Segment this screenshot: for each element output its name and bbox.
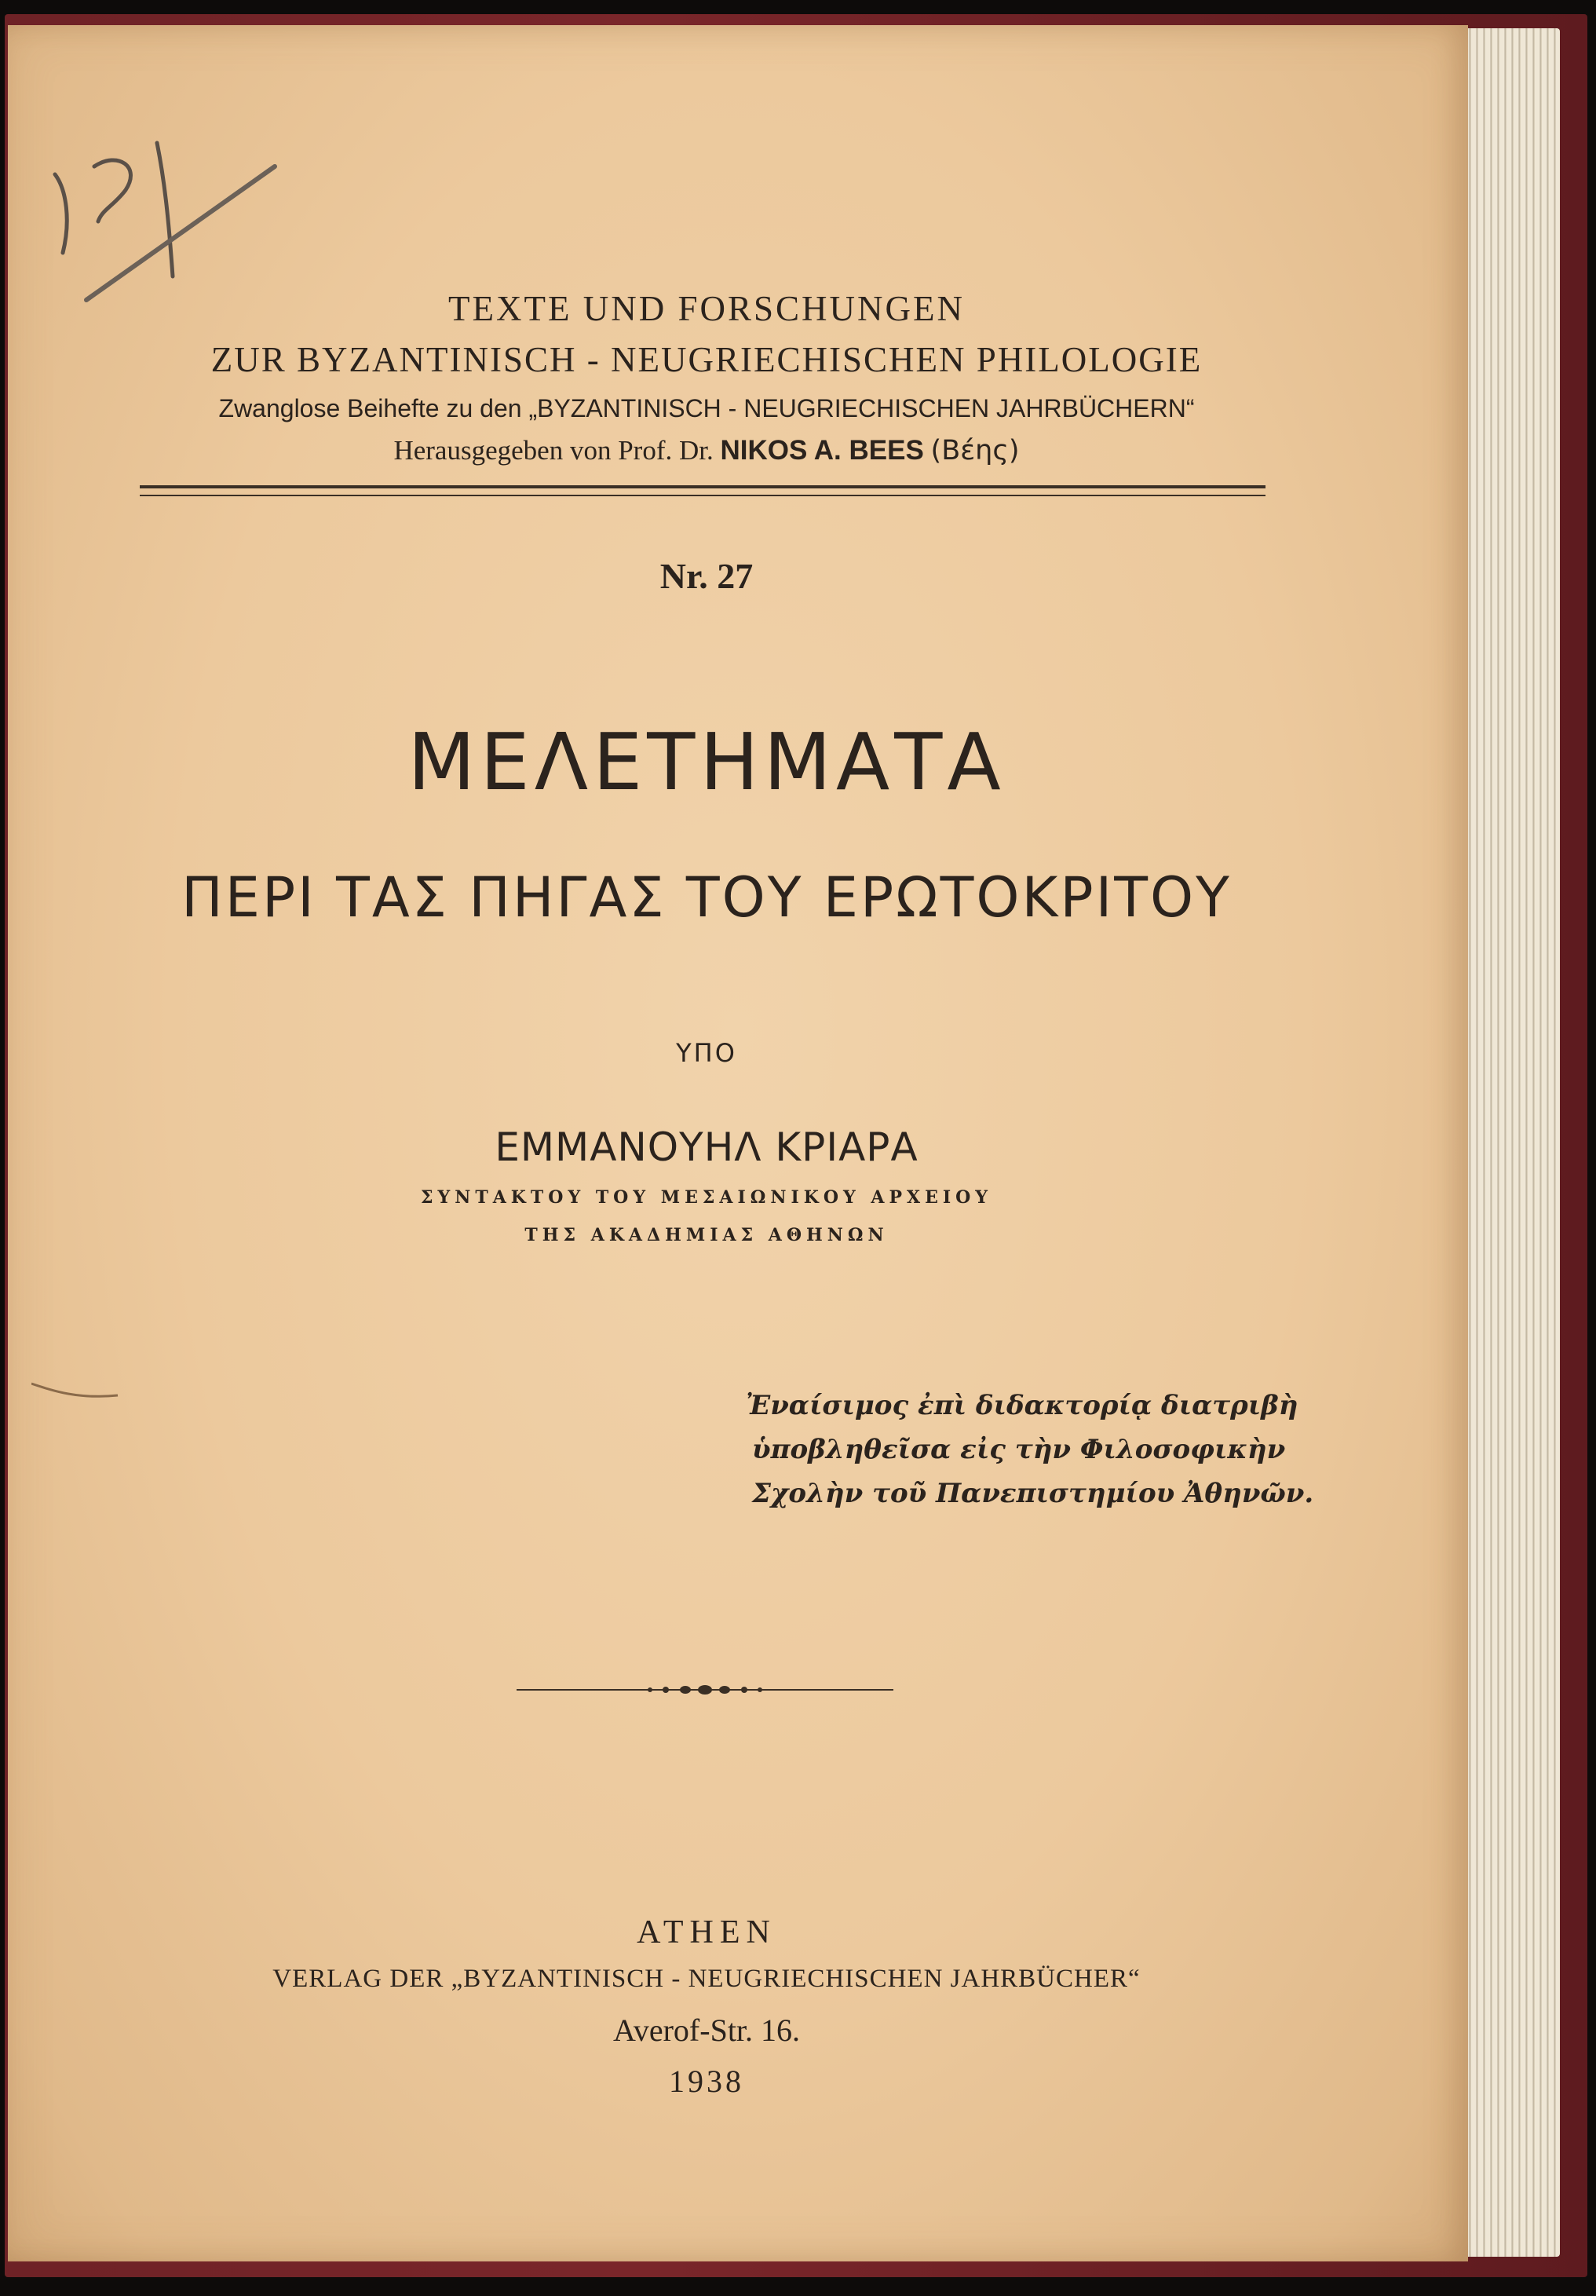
- paper-crease-mark: [31, 1360, 126, 1407]
- dissertation-note-line-3: Σχολὴν τοῦ Πανεπιστημίου Ἀθηνῶν.: [752, 1478, 1314, 1509]
- dissertation-note-line-1: Ἐναίσιμος ἐπὶ διδακτορίᾳ διατριβὴ: [746, 1390, 1298, 1421]
- publication-place: ATHEN: [637, 1914, 776, 1951]
- book-title: ΜΕΛΕΤΗΜΑΤΑ: [407, 716, 1006, 808]
- author-role-line-2: ΤΗΣ ΑΚΑΔΗΜΙΑΣ ΑΘΗΝΩΝ: [524, 1225, 889, 1245]
- page-edges: [1462, 28, 1560, 2257]
- title-page: [8, 25, 1468, 2261]
- volume-number: Nr. 27: [659, 556, 754, 596]
- series-subtitle: ZUR BYZANTINISCH - NEUGRIECHISCHEN PHILOLOGIE: [210, 340, 1203, 379]
- dissertation-note: [746, 1384, 1342, 1515]
- author-name: ΕΜΜΑΝΟΥΗΛ ΚΡΙΑΡΑ: [495, 1124, 919, 1170]
- publisher-name: VERLAG DER „BYZANTINISCH - NEUGRIECHISCHEN JAHRBÜCHER“: [272, 1965, 1141, 1993]
- double-rule-divider: [140, 485, 1265, 496]
- publisher-address: Averof-Str. 16.: [612, 2013, 801, 2048]
- publication-year: 1938: [669, 2064, 744, 2099]
- editor-greek-name: (Βέης): [930, 435, 1020, 466]
- series-editor: [8, 435, 1405, 466]
- dissertation-note-line-2: ὑποβληθεῖσα εἰς τὴν Φιλοσοφικὴν: [752, 1434, 1286, 1465]
- series-title: TEXTE UND FORSCHUNGEN: [448, 289, 965, 328]
- ornamental-divider: [517, 1674, 893, 1706]
- book-subtitle: ΠΕΡΙ ΤΑΣ ΠΗΓΑΣ ΤΟΥ ΕΡΩΤΟΚΡΙΤΟΥ: [181, 865, 1232, 930]
- by-line: ΥΠΟ: [676, 1038, 737, 1068]
- editor-prefix: Herausgegeben von Prof. Dr.: [393, 435, 714, 466]
- author-role-line-1: ΣΥΝΤΑΚΤΟΥ ΤΟΥ ΜΕΣΑΙΩΝΙΚΟΥ ΑΡΧΕΙΟΥ: [420, 1187, 992, 1208]
- editor-name: NIKOS A. BEES: [720, 435, 924, 466]
- series-description: Zwanglose Beihefte zu den „BYZANTINISCH - NEUGRIECHISCHEN JAHRBÜCHERN“: [218, 394, 1195, 422]
